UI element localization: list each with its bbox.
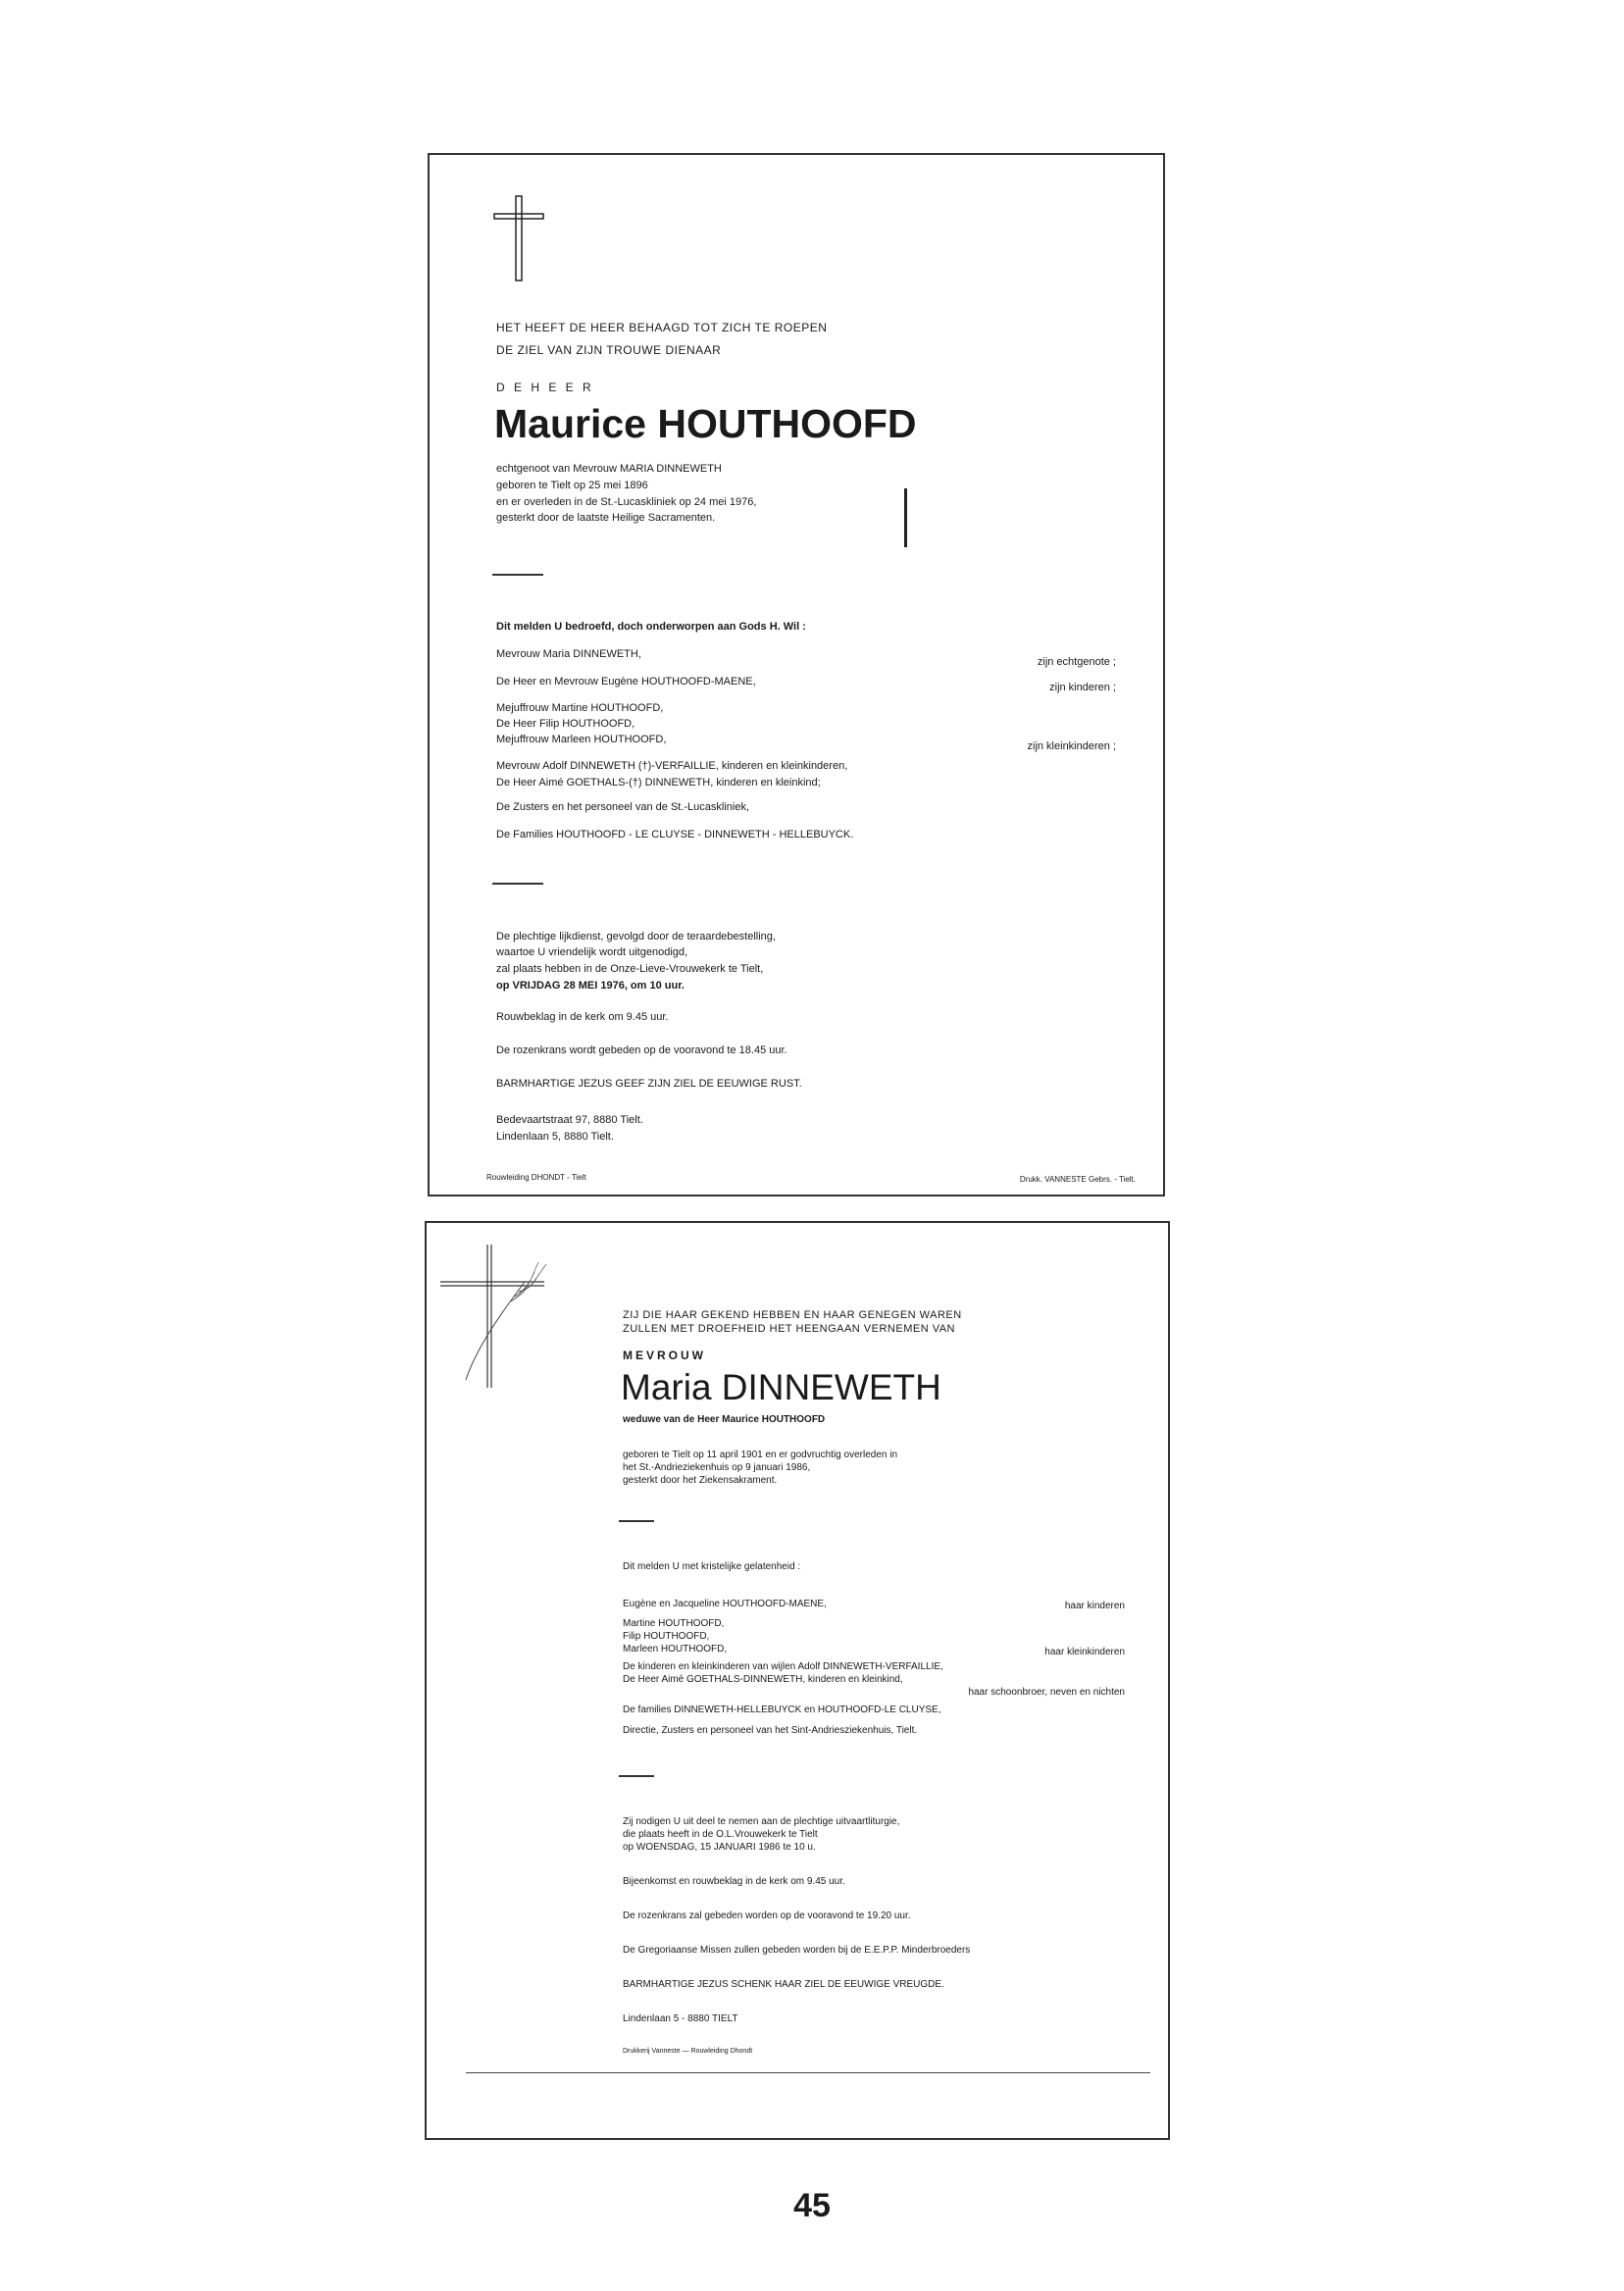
condolence-line: Bijeenkomst en rouwbeklag in de kerk om 9.45 uur.	[623, 1876, 845, 1887]
separator	[619, 1520, 654, 1522]
service-line: Zij nodigen U uit deel te nemen aan de plechtige uitvaartliturgie,	[623, 1816, 900, 1827]
mourner-line: De Heer Aimé GOETHALS-(†) DINNEWETH, kinderen en kleinkind;	[496, 777, 821, 789]
closing-prayer: BARMHARTIGE JEZUS GEEF ZIJN ZIEL DE EEUWIGE RUST.	[496, 1078, 802, 1090]
page-number: 45	[793, 2187, 831, 2224]
address-line: Bedevaartstraat 97, 8880 Tielt.	[496, 1114, 643, 1126]
condolence-line: Rouwbeklag in de kerk om 9.45 uur.	[496, 1011, 669, 1023]
service-date: op VRIJDAG 28 MEI 1976, om 10 uur.	[496, 980, 685, 992]
deceased-name: Maria DINNEWETH	[621, 1367, 941, 1407]
separator	[619, 1775, 654, 1777]
mourner-line: Mevrouw Adolf DINNEWETH (†)-VERFAILLIE, kinderen en kleinkinderen,	[496, 760, 848, 772]
separator	[492, 883, 543, 885]
service-line: waartoe U vriendelijk wordt uitgenodigd,	[496, 946, 688, 958]
birth-line: geboren te Tielt op 25 mei 1896	[496, 480, 648, 491]
memorial-card-maria	[425, 1221, 1170, 2140]
widow-line: weduwe van de Heer Maurice HOUTHOOFD	[623, 1414, 826, 1425]
bottom-rule	[466, 2072, 1150, 2073]
announcement: Dit melden U bedroefd, doch onderworpen aan Gods H. Wil :	[496, 621, 806, 633]
service-line: zal plaats hebben in de Onze-Lieve-Vrouwekerk te Tielt,	[496, 963, 764, 975]
mourner-line: Filip HOUTHOOFD,	[623, 1631, 710, 1642]
footer-printer: Drukk. VANNESTE Gebrs. - Tielt.	[1019, 1175, 1136, 1184]
mourner-line: Marleen HOUTHOOFD,	[623, 1644, 728, 1655]
intro-line: DE ZIEL VAN ZIJN TROUWE DIENAAR	[496, 343, 722, 357]
title-prefix: D E H E E R	[496, 381, 594, 394]
service-line: die plaats heeft in de O.L.Vrouwekerk te Tielt	[623, 1829, 818, 1840]
footer-funeral-director: Rouwleiding DHONDT - Tielt	[486, 1173, 586, 1182]
spouse-line: echtgenoot van Mevrouw MARIA DINNEWETH	[496, 463, 722, 475]
intro-line: ZIJ DIE HAAR GEKEND HEBBEN EN HAAR GENEGEN WAREN	[623, 1309, 962, 1321]
relation-label: zijn kleinkinderen ;	[1027, 740, 1116, 752]
sacrament-line: gesterkt door het Ziekensakrament.	[623, 1475, 778, 1486]
masses-line: De Gregoriaanse Missen zullen gebeden worden bij de E.E.P.P. Minderbroeders	[623, 1945, 971, 1956]
intro-line: HET HEEFT DE HEER BEHAAGD TOT ZICH TE ROEPEN	[496, 321, 828, 334]
ink-mark	[904, 488, 907, 547]
mourner-line: De families DINNEWETH-HELLEBUYCK en HOUTHOOFD-LE CLUYSE,	[623, 1705, 941, 1715]
separator	[492, 574, 543, 576]
mourner-line: De Heer Aimé GOETHALS-DINNEWETH, kinderen en kleinkind,	[623, 1674, 903, 1685]
address-line: Lindenlaan 5 - 8880 TIELT	[623, 2013, 738, 2024]
intro-line: ZULLEN MET DROEFHEID HET HEENGAAN VERNEMEN VAN	[623, 1323, 955, 1335]
mourner-line: De Zusters en het personeel van de St.-Lucaskliniek,	[496, 801, 750, 813]
death-line: het St.-Andrieziekenhuis op 9 januari 1986,	[623, 1462, 811, 1473]
relation-label: zijn echtgenote ;	[1037, 656, 1116, 668]
announcement: Dit melden U met kristelijke gelatenheid :	[623, 1561, 801, 1572]
cross-with-wheat-icon	[436, 1243, 564, 1390]
service-date: op WOENSDAG, 15 JANUARI 1986 te 10 u.	[623, 1842, 816, 1853]
cross-icon	[490, 194, 549, 282]
mourner-line: De Families HOUTHOOFD - LE CLUYSE - DINNEWETH - HELLEBUYCK.	[496, 829, 854, 840]
sacraments-line: gesterkt door de laatste Heilige Sacramenten.	[496, 512, 716, 524]
rosary-line: De rozenkrans zal gebeden worden op de vooravond te 19.20 uur.	[623, 1910, 911, 1921]
rosary-line: De rozenkrans wordt gebeden op de vooravond te 18.45 uur.	[496, 1044, 787, 1056]
title-prefix: MEVROUW	[623, 1349, 706, 1362]
memorial-card-maurice	[428, 153, 1165, 1196]
mourner-line: De Heer en Mevrouw Eugène HOUTHOOFD-MAENE,	[496, 676, 756, 687]
deceased-name: Maurice HOUTHOOFD	[494, 401, 917, 446]
mourner-line: Mevrouw Maria DINNEWETH,	[496, 648, 641, 660]
mourner-line: Mejuffrouw Marleen HOUTHOOFD,	[496, 734, 667, 745]
mourner-line: De Heer Filip HOUTHOOFD,	[496, 718, 635, 730]
relation-label: zijn kinderen ;	[1049, 682, 1116, 693]
relation-label: haar kleinkinderen	[1044, 1647, 1125, 1657]
mourner-line: Directie, Zusters en personeel van het Sint-Andriesziekenhuis, Tielt.	[623, 1725, 918, 1736]
mourner-line: Eugène en Jacqueline HOUTHOOFD-MAENE,	[623, 1599, 827, 1609]
address-line: Lindenlaan 5, 8880 Tielt.	[496, 1131, 614, 1143]
relation-label: haar kinderen	[1064, 1601, 1125, 1611]
service-line: De plechtige lijkdienst, gevolgd door de teraardebestelling,	[496, 931, 776, 942]
relation-label: haar schoonbroer, neven en nichten	[968, 1687, 1125, 1698]
birth-line: geboren te Tielt op 11 april 1901 en er godvruchtig overleden in	[623, 1450, 898, 1460]
mourner-line: De kinderen en kleinkinderen van wijlen Adolf DINNEWETH-VERFAILLIE,	[623, 1661, 943, 1672]
closing-prayer: BARMHARTIGE JEZUS SCHENK HAAR ZIEL DE EEUWIGE VREUGDE.	[623, 1979, 944, 1990]
mourner-line: Mejuffrouw Martine HOUTHOOFD,	[496, 702, 664, 714]
death-line: en er overleden in de St.-Lucaskliniek op 24 mei 1976,	[496, 496, 757, 508]
mourner-line: Martine HOUTHOOFD,	[623, 1618, 725, 1629]
footer-credits: Drukkerij Vanneste — Rouwleiding Dhondt	[623, 2048, 753, 2055]
